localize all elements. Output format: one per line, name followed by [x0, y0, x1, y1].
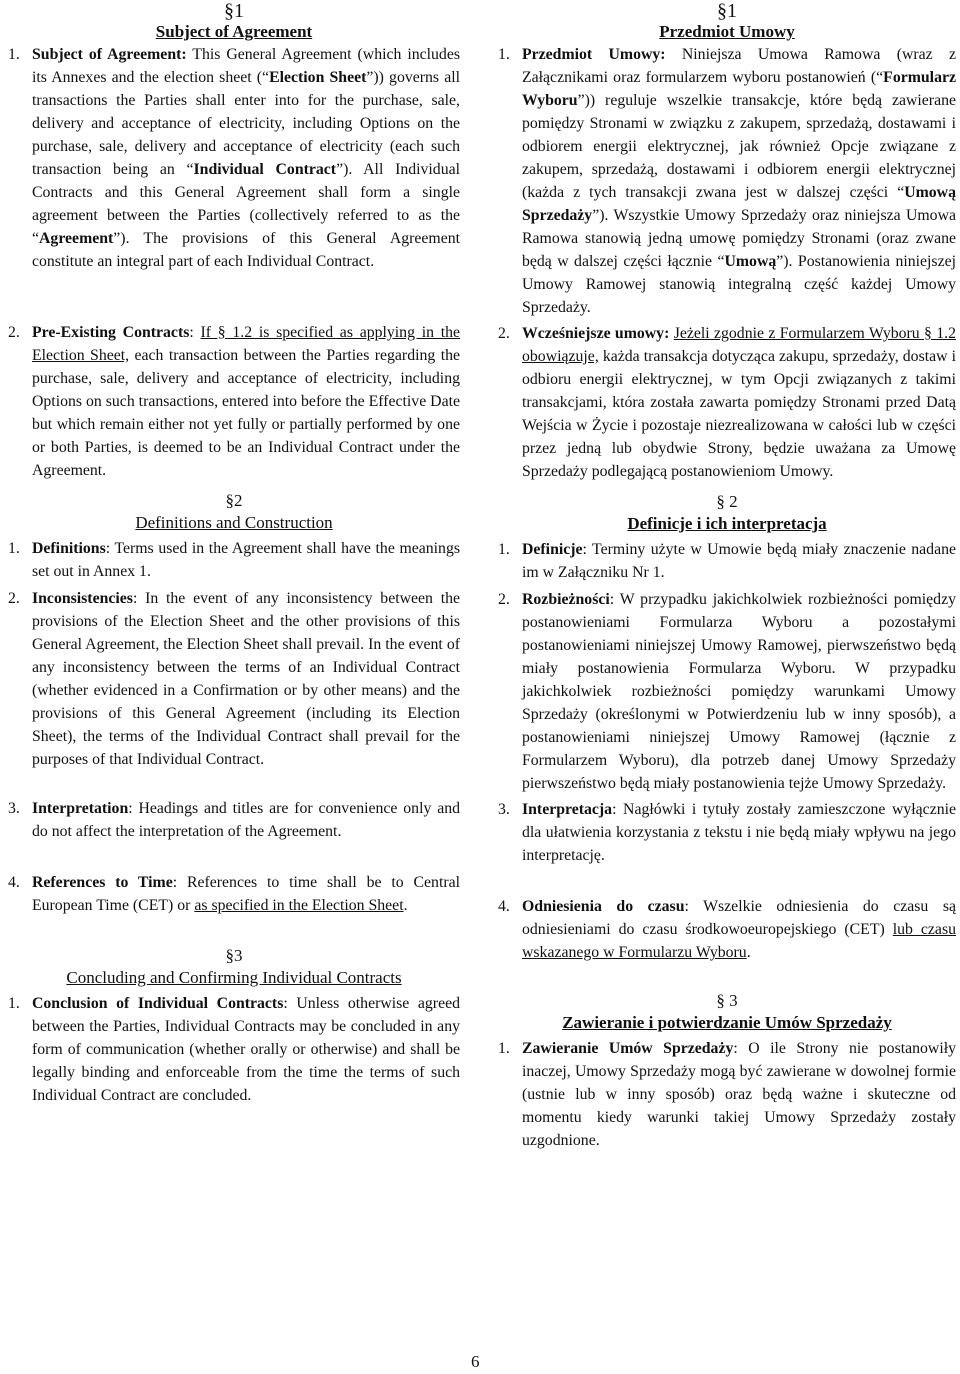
section-number: §2 — [225, 491, 243, 510]
clause-text: : Nagłówki i tytuły zostały zamieszczone wyłącznie dla ułatwienia korzystania z tekstu i nie będą miały wpływu na jego interpretację. — [522, 801, 956, 864]
clause-text: : In the event of any inconsistency between the provisions of the Election Sheet and the other provisions of this General Agreement, the Election Sheet shall prevail. In the event of any inconsistency between the terms of an Individual Contract (whether evidenced in a Confirmation or by other means) and the provisions of this General Agreement (including its Election Sheet), the terms of the Individual Contract shall prevail for the purposes of that Individual Contract. — [32, 590, 460, 768]
section-3-heading — [8, 945, 460, 989]
section-title: Zawieranie i potwierdzanie Umów Sprzedaży — [562, 1013, 892, 1032]
clause-text: : Wszelkie odniesienia do czasu są odniesieniami do czasu środkowoeuropejskiego (CET) — [522, 898, 956, 938]
clause-1-1 — [8, 43, 460, 273]
clause-text: : Unless otherwise agreed between the Parties, Individual Contracts may be concluded in any form of communication (whether orally or otherwise) and shall be legally binding and enforceable from the time the terms of such Individual Contract are concluded. — [32, 995, 460, 1104]
clause-text: ”). Wszystkie Umowy Sprzedaży oraz niniejsza Umowa Ramowa stanowią jedną umowę pomiędzy Stronami (oraz zwane będą w dalszej części łącznie “ — [522, 207, 956, 270]
clause-number: 1. — [8, 540, 20, 557]
section-number: § 3 — [716, 991, 738, 1010]
clause-text: ”). Postanowienia niniejszej Umowy Ramowej stanowią integralną część każdej Umowy Sprzedaży. — [522, 253, 956, 316]
defined-term: Umową — [724, 253, 777, 270]
clause-2-2 — [498, 588, 956, 795]
clause-2-1 — [8, 537, 460, 583]
clause-heading: Zawieranie Umów Sprzedaży — [522, 1040, 734, 1057]
election-reference: lub czasu wskazanego w Formularzu Wyboru — [522, 921, 956, 961]
defined-term: Umową Sprzedaży — [522, 184, 956, 224]
clause-number: 1. — [498, 1040, 510, 1057]
clause-text: ”). The provisions of this General Agreement constitute an integral part of each Individual Contract. — [32, 230, 460, 270]
clause-text: : Terms used in the Agreement shall have the meanings set out in Annex 1. — [32, 540, 460, 580]
clause-2-4 — [498, 895, 956, 964]
clause-1-1 — [498, 43, 956, 319]
section-1-heading — [498, 0, 956, 43]
clause-text: ”)) governs all transactions the Parties shall enter into for the purchase, sale, delivery and acceptance of electricity, including Options on the purchase, sale, delivery and acceptance of electricity (each such transaction being an “ — [32, 69, 461, 178]
clause-number: 3. — [8, 800, 20, 817]
clause-2-4 — [8, 871, 460, 917]
clause-2-3 — [8, 797, 460, 843]
clause-heading: Wcześniejsze umowy: — [522, 325, 670, 342]
clause-number: 2. — [498, 591, 510, 608]
clause-text: : Headings and titles are for convenience only and do not affect the interpretation of the Agreement. — [32, 800, 460, 840]
clause-text: ”). All Individual Contracts and this General Agreement shall form a single agreement between the Parties (collectively referred to as the “ — [32, 161, 460, 247]
english-column — [8, 0, 460, 1107]
clause-number: 4. — [8, 874, 20, 891]
clause-number: 1. — [8, 995, 20, 1012]
clause-heading: Interpretacja — [522, 801, 613, 818]
section-1-heading — [8, 0, 460, 43]
clause-3-1 — [498, 1037, 956, 1152]
clause-text: : O ile Strony nie postanowiły inaczej, Umowy Sprzedaży mogą być zawierane w dowolnej formie (ustnie lub w inny sposób) oraz będą ważne i skuteczne od momentu kiedy warunki takiej Umowy Sprzedaży zostały uzgodnione. — [522, 1040, 956, 1149]
clause-number: 2. — [498, 325, 510, 342]
clause-number: 1. — [498, 541, 510, 558]
polish-column — [498, 0, 956, 1152]
section-title: Definicje i ich interpretacja — [627, 514, 827, 533]
clause-2-1 — [498, 538, 956, 584]
clause-3-1 — [8, 992, 460, 1107]
election-reference: as specified in the Election Sheet — [194, 897, 404, 914]
clause-text: : — [189, 324, 201, 341]
clause-2-2 — [8, 587, 460, 771]
clause-heading: Inconsistencies — [32, 590, 133, 607]
clause-text: This General Agreement (which includes its Annexes and the election sheet (“ — [32, 46, 460, 86]
clause-text: każda transakcja dotycząca zakupu, sprzedaży, dostaw i odbioru energii elektrycznej, w tym Opcji związanych z takimi transakcjami, która została zawarta pomiędzy Stronami przed Datą Wejścia w Życie i pozostaje niezrealizowana w całości lub w części przez jedną lub obydwie Strony, będzie uważana za Umowę Sprzedaży podlegającą postanowieniom Umowy. — [522, 348, 956, 480]
clause-text: . — [403, 897, 408, 914]
clause-heading: Conclusion of Individual Contracts — [32, 995, 284, 1012]
clause-1-2 — [8, 321, 460, 482]
clause-heading: Rozbieżności — [522, 591, 610, 608]
clause-heading: Przedmiot Umowy: — [522, 46, 666, 63]
section-number: §3 — [225, 946, 243, 965]
section-title: Przedmiot Umowy — [659, 22, 795, 41]
section-number: §1 — [717, 0, 737, 22]
section-3-heading — [498, 990, 956, 1034]
clause-heading: Interpretation — [32, 800, 129, 817]
clause-heading: Pre-Existing Contracts — [32, 324, 190, 341]
clause-heading: Definicje — [522, 541, 583, 558]
defined-term: Individual Contract — [193, 161, 337, 178]
section-number: §1 — [224, 0, 244, 22]
section-number: § 2 — [716, 492, 738, 511]
clause-heading: Odniesienia do czasu — [522, 898, 685, 915]
clause-text: Niniejsza Umowa Ramowa (wraz z Załącznikami oraz formularzem wyboru postanowień (“ — [522, 46, 956, 86]
defined-term: Formularz Wyboru — [522, 69, 956, 109]
clause-text: . — [746, 944, 751, 961]
clause-heading: Subject of Agreement: — [32, 46, 187, 63]
section-2-heading — [498, 491, 956, 535]
clause-heading: Definitions — [32, 540, 106, 557]
clause-number: 2. — [8, 324, 20, 341]
clause-text: : References to time shall be to Central European Time (CET) or — [32, 874, 460, 914]
clause-text: each transaction between the Parties regarding the purchase, sale, delivery and acceptance of electricity, including Options on such transactions, entered into before the Effective Date but which remain either not yet fully or partially performed by one or both Parties, is deemed to be an Individual Contract under the Agreement. — [32, 347, 460, 479]
clause-number: 1. — [498, 46, 510, 63]
clause-number: 1. — [8, 46, 20, 63]
section-title: Definitions and Construction — [135, 513, 333, 532]
election-reference: If § 1.2 is specified as applying in the Election Sheet, — [32, 324, 460, 364]
clause-2-3 — [498, 798, 956, 867]
section-title: Subject of Agreement — [155, 22, 313, 41]
clause-text: : W przypadku jakichkolwiek rozbieżności pomiędzy postanowieniami Formularza Wyboru a pozostałymi postanowieniami niniejszej Umowy Ramowej, pierwszeństwo będą miały postanowienia Formularza Wyboru. W przypadku jakichkolwiek rozbieżności pomiędzy warunkami Umowy Sprzedaży (określonymi w Potwierdzeniu lub w inny sposób), a postanowieniami niniejszej Umowy Ramowej (łącznie z Formularzem Wyboru), dla potrzeb danej Umowy Sprzedaży pierwszeństwo będą miały postanowienia tejże Umowy Sprzedaży. — [522, 591, 956, 792]
clause-number: 2. — [8, 590, 20, 607]
election-reference: Jeżeli zgodnie z Formularzem Wyboru § 1.2 obowiązuje, — [522, 325, 956, 365]
clause-text: ”)) reguluje wszelkie transakcje, które będą zawierane pomiędzy Stronami w związku z zakupem, sprzedażą, dostawami i odbiorem energii elektrycznej, jak również Opcje związane z zakupem, sprzedażą, dostawami i odbiorem energii elektrycznej (każda z tych transakcji zwana jest w dalszej części “ — [522, 92, 956, 201]
clause-number: 4. — [498, 898, 510, 915]
clause-text: : Terminy użyte w Umowie będą miały znaczenie nadane im w Załączniku Nr 1. — [522, 541, 956, 581]
section-title: Concluding and Confirming Individual Contracts — [66, 968, 402, 987]
clause-heading: References to Time — [32, 874, 173, 891]
clause-1-2 — [498, 322, 956, 483]
clause-number: 3. — [498, 801, 510, 818]
page-number: 6 — [471, 1352, 480, 1371]
defined-term: Agreement — [39, 230, 114, 247]
section-2-heading — [8, 490, 460, 534]
defined-term: Election Sheet — [269, 69, 367, 86]
